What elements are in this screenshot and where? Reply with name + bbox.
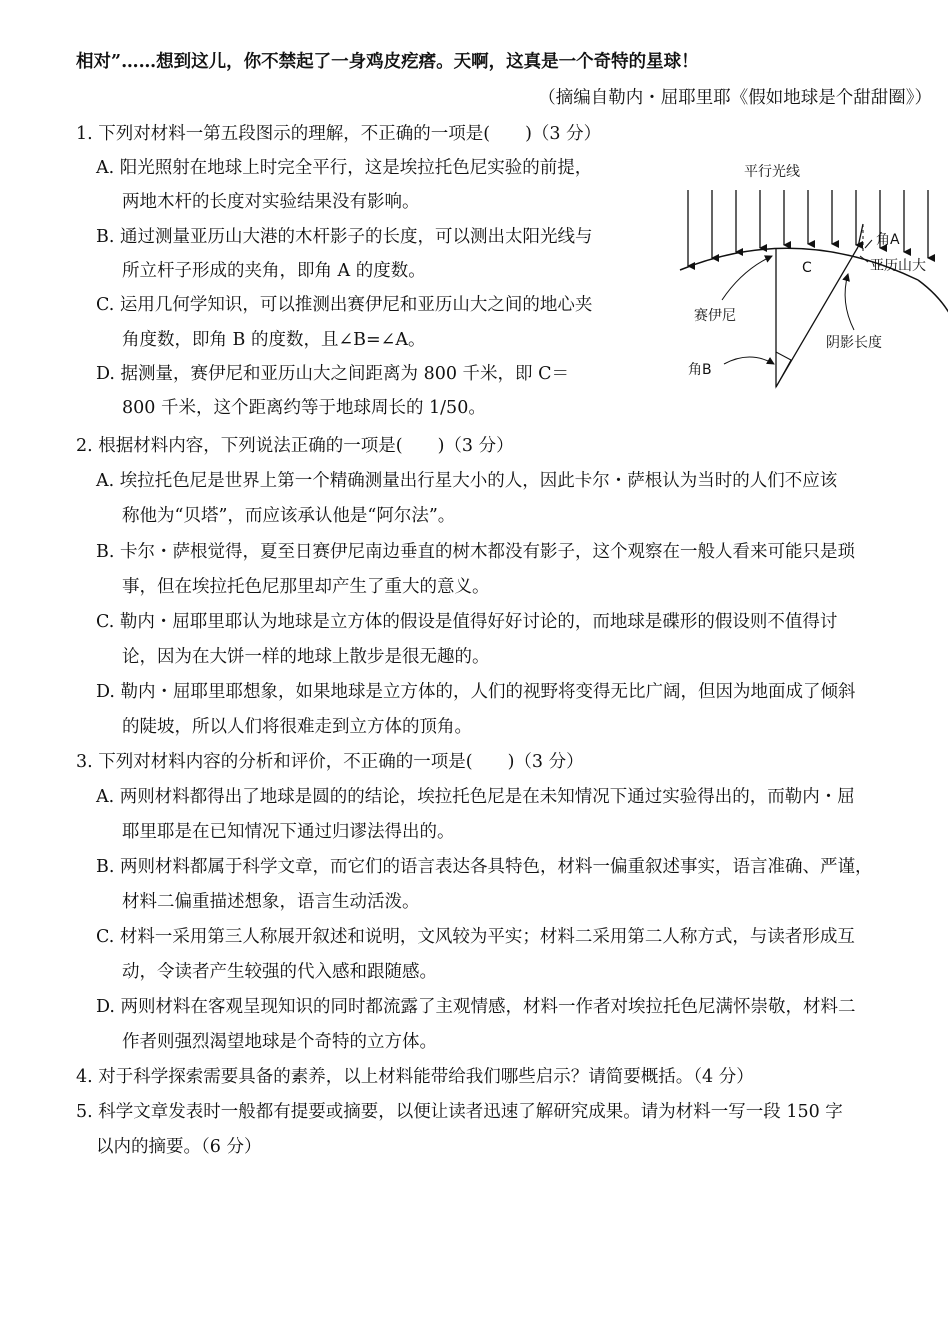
shadow-pointer	[845, 274, 854, 330]
q3-option-b: B. 两则材料都属于科学文章，而它们的语言表达各具特色，材料一偏重叙述事实，语言准确、严谨，	[96, 857, 873, 877]
alexandria-label: 亚历山大	[870, 258, 926, 274]
q2-option-b: B. 卡尔・萨根觉得，夏至日赛伊尼南边垂直的树木都没有影子，这个观察在一般人看来可能只是琐	[96, 542, 855, 562]
angle-b-wedge	[776, 352, 791, 387]
alexandria-rod	[858, 224, 863, 247]
light-rays	[688, 190, 928, 266]
q3-option-d: D. 两则材料在客观呈现知识的同时都流露了主观情感，材料一作者对埃拉托色尼满怀崇敬，材料二	[96, 997, 856, 1017]
q3-option-a: A. 两则材料都得出了地球是圆的的结论，埃拉托色尼是在未知情况下通过实验得出的，而勒内・屈	[96, 787, 855, 807]
q1-option-c: C. 运用几何学知识，可以推测出赛伊尼和亚历山大之间的地心夹	[96, 295, 593, 315]
q5-stem: 5. 科学文章发表时一般都有提要或摘要，以便让读者迅速了解研究成果。请为材料一写一段 150 字	[76, 1102, 843, 1122]
q3-option-c: C. 材料一采用第三人称展开叙述和说明，文风较为平实；材料二采用第二人称方式，与读者形成互	[96, 927, 855, 947]
radius-alexandria	[776, 247, 858, 387]
q1-option-d: D. 据测量，赛伊尼和亚历山大之间距离为 800 千米，即 C＝	[96, 364, 570, 384]
q2-option-b-cont: 事，但在埃拉托色尼那里却产生了重大的意义。	[122, 577, 490, 597]
q1-stem: 1. 下列对材料一第五段图示的理解，不正确的一项是( )（3 分）	[76, 124, 602, 144]
q3-option-d-cont: 作者则强烈渴望地球是个奇特的立方体。	[122, 1032, 437, 1052]
q2-option-a: A. 埃拉托色尼是世界上第一个精确测量出行星大小的人，因此卡尔・萨根认为当时的人们不应该	[96, 471, 838, 491]
q3-option-a-cont: 耶里耶是在已知情况下通过归谬法得出的。	[122, 822, 455, 842]
q2-option-a-cont: 称他为“贝塔”，而应该承认他是“阿尔法”。	[122, 506, 456, 526]
angle-a-label: 角A	[876, 232, 900, 248]
q1-option-b: B. 通过测量亚历山大港的木杆影子的长度，可以测出太阳光线与	[96, 227, 593, 247]
q3-option-b-cont: 材料二偏重描述想象，语言生动活泼。	[122, 892, 420, 912]
q3-stem: 3. 下列对材料内容的分析和评价，不正确的一项是( )（3 分）	[76, 752, 584, 772]
q2-option-c-cont: 论，因为在大饼一样的地球上散步是很无趣的。	[122, 647, 490, 667]
q2-stem: 2. 根据材料内容，下列说法正确的一项是( )（3 分）	[76, 436, 514, 456]
angle-b-label: 角B	[688, 362, 712, 378]
intro-text: 相对”……想到这儿，你不禁起了一身鸡皮疙瘩。天啊，这真是一个奇特的星球！	[76, 52, 699, 72]
earth-surface-arc-right	[918, 280, 948, 332]
q1-option-b-cont: 所立杆子形成的夹角，即角 A 的度数。	[122, 261, 426, 281]
q1-option-a: A. 阳光照射在地球上时完全平行，这是埃拉托色尼实验的前提，	[96, 158, 593, 178]
angle-b-pointer	[724, 357, 774, 364]
q1-option-a-cont: 两地木杆的长度对实验结果没有影响。	[122, 192, 420, 212]
parallel-light-label: 平行光线	[744, 164, 800, 180]
q3-option-c-cont: 动，令读者产生较强的代入感和跟随感。	[122, 962, 437, 982]
q1-option-d-cont: 800 千米，这个距离约等于地球周长的 1/50。	[122, 398, 486, 418]
source-citation: （摘编自勒内・屈耶里耶《假如地球是个甜甜圈》）	[538, 88, 932, 108]
q4-stem: 4. 对于科学探索需要具备的素养，以上材料能带给我们哪些启示？请简要概括。（4 分）	[76, 1067, 754, 1087]
q1-option-c-cont: 角度数，即角 B 的度数，且∠B=∠A。	[122, 330, 426, 350]
q2-option-d: D. 勒内・屈耶里耶想象，如果地球是立方体的，人们的视野将变得无比广阔，但因为地面成了倾斜	[96, 682, 856, 702]
eratosthenes-diagram	[658, 152, 948, 402]
angle-a-leader	[865, 240, 872, 248]
q2-option-d-cont: 的陡坡，所以人们将很难走到立方体的顶角。	[122, 717, 472, 737]
syene-label: 赛伊尼	[694, 308, 736, 324]
syene-pointer	[722, 256, 772, 300]
arc-c-label: C	[802, 260, 812, 276]
shadow-length-label: 阴影长度	[826, 335, 882, 351]
q5-stem-cont: 以内的摘要。（6 分）	[96, 1137, 262, 1157]
q2-option-c: C. 勒内・屈耶里耶认为地球是立方体的假设是值得好好讨论的，而地球是碟形的假设则不值得讨	[96, 612, 838, 632]
